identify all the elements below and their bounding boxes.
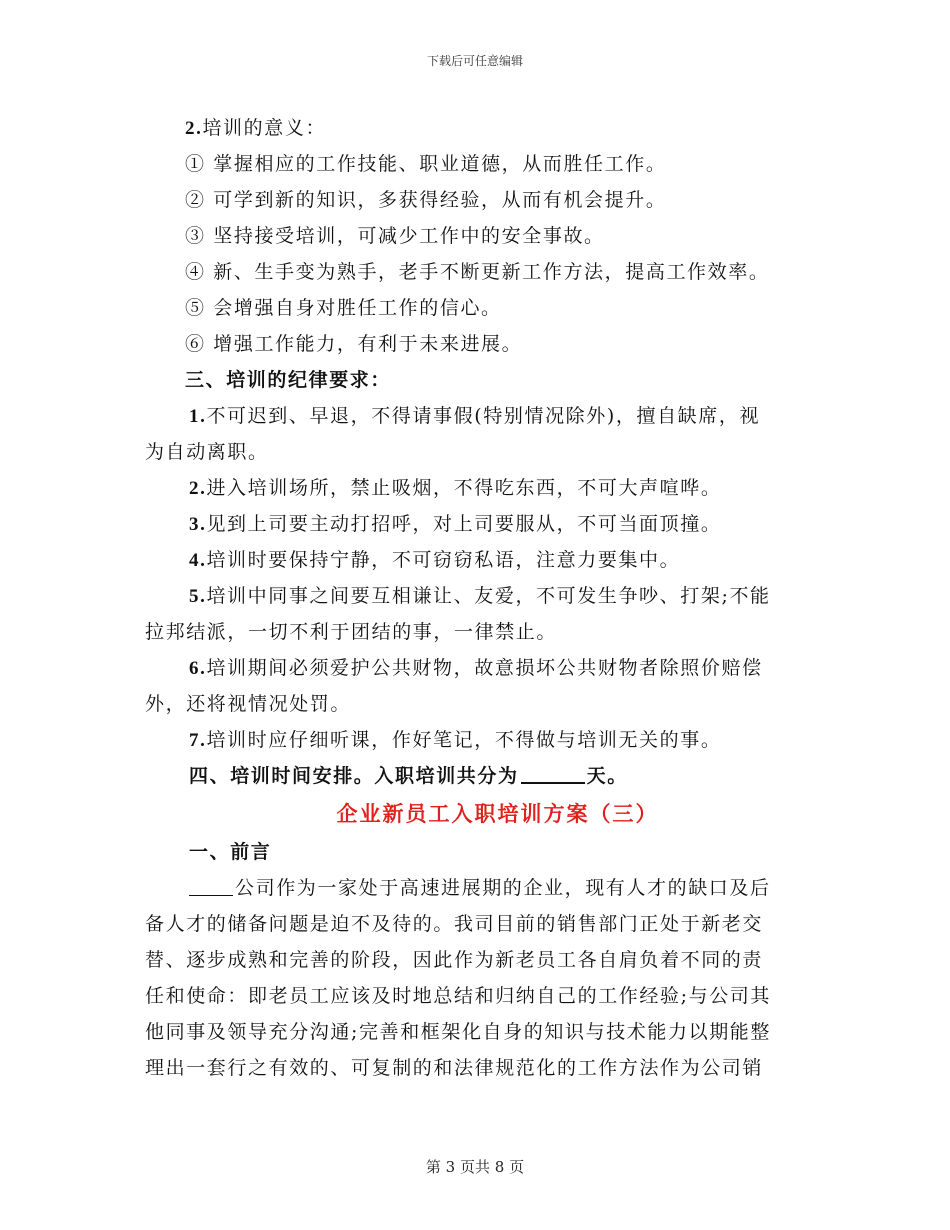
section-heading-preface: 一、前言 [189,841,272,863]
rule-text: 不可迟到、早退，不得请事假(特别情况除外)，擅自缺席，视 [206,405,761,427]
rule-number: 4. [189,550,207,571]
rule-item [145,578,810,614]
rule-number: 5. [189,586,207,607]
document-body [145,110,810,1086]
rule-continuation: 为自动离职。 [145,441,269,463]
page-footer: 第 3 页共 8 页 [425,1158,525,1176]
fill-in-blank [189,875,233,896]
rule-text: 见到上司要主动打招呼，对上司要服从，不可当面顶撞。 [206,513,722,535]
heading-text: 培训的意义： [202,117,327,139]
section-heading-schedule [145,758,810,794]
section-heading-discipline: 三、培训的纪律要求： [185,369,392,391]
page-header: 下载后可任意编辑 [426,54,523,68]
rule-text: 培训期间必须爱护公共财物，故意损坏公共财物者除照价赔偿 [206,657,763,679]
section-heading-significance [145,110,810,146]
rule-item [145,470,810,506]
list-item: ① 掌握相应的工作技能、职业道德，从而胜任工作。 [185,153,667,175]
list-item: ② 可学到新的知识，多获得经验，从而有机会提升。 [185,189,667,211]
rule-item [145,542,810,578]
paragraph-line: 他同事及领导充分沟通;完善和框架化自身的知识与技术能力以期能整 [145,1021,772,1043]
rule-number: 7. [189,730,207,751]
rule-continuation: 拉邦结派，一切不利于团结的事，一律禁止。 [145,621,558,643]
rule-item [145,650,810,686]
rule-text: 培训时应仔细听课，作好笔记，不得做与培训无关的事。 [206,729,722,751]
paragraph-line: 任和使命：即老员工应该及时地总结和归纳自己的工作经验;与公司其 [145,985,772,1007]
paragraph-text: 公司作为一家处于高速进展期的企业，现有人才的缺口及后 [235,877,771,899]
list-item: ⑤ 会增强自身对胜任工作的信心。 [185,297,502,319]
fill-in-blank [521,762,585,784]
rule-item [145,398,810,434]
schedule-text-before: 四、培训时间安排。入职培训共分为 [189,765,519,787]
rule-text: 培训时要保持宁静，不可窃窃私语，注意力要集中。 [206,549,681,571]
rule-text: 培训中同事之间要互相谦让、友爱，不可发生争吵、打架;不能 [206,585,771,607]
paragraph-line [145,870,810,906]
list-item: ④ 新、生手变为熟手，老手不断更新工作方法，提高工作效率。 [185,261,770,283]
rule-item [145,722,810,758]
rule-item [145,506,810,542]
paragraph-line: 理出一套行之有效的、可复制的和法律规范化的工作方法作为公司销 [145,1057,764,1079]
paragraph-line: 备人才的储备问题是迫不及待的。我司目前的销售部门正处于新老交 [145,913,764,935]
list-item: ③ 坚持接受培训，可减少工作中的安全事故。 [185,225,605,247]
rule-number: 1. [189,406,207,427]
rule-text: 进入培训场所，禁止吸烟，不得吃东西，不可大声喧哗。 [206,477,722,499]
list-item: ⑥ 增强工作能力，有利于未来进展。 [185,333,523,355]
rule-number: 2. [189,478,207,499]
schedule-text-after: 天。 [586,765,628,787]
paragraph-line: 替、逐步成熟和完善的阶段，因此作为新老员工各自肩负着不同的责 [145,949,764,971]
document-title: 企业新员工入职培训方案（三） [336,801,659,826]
rule-number: 6. [189,658,207,679]
rule-number: 3. [189,514,207,535]
rule-continuation: 外，还将视情况处罚。 [145,693,352,715]
heading-number: 2. [185,118,203,139]
